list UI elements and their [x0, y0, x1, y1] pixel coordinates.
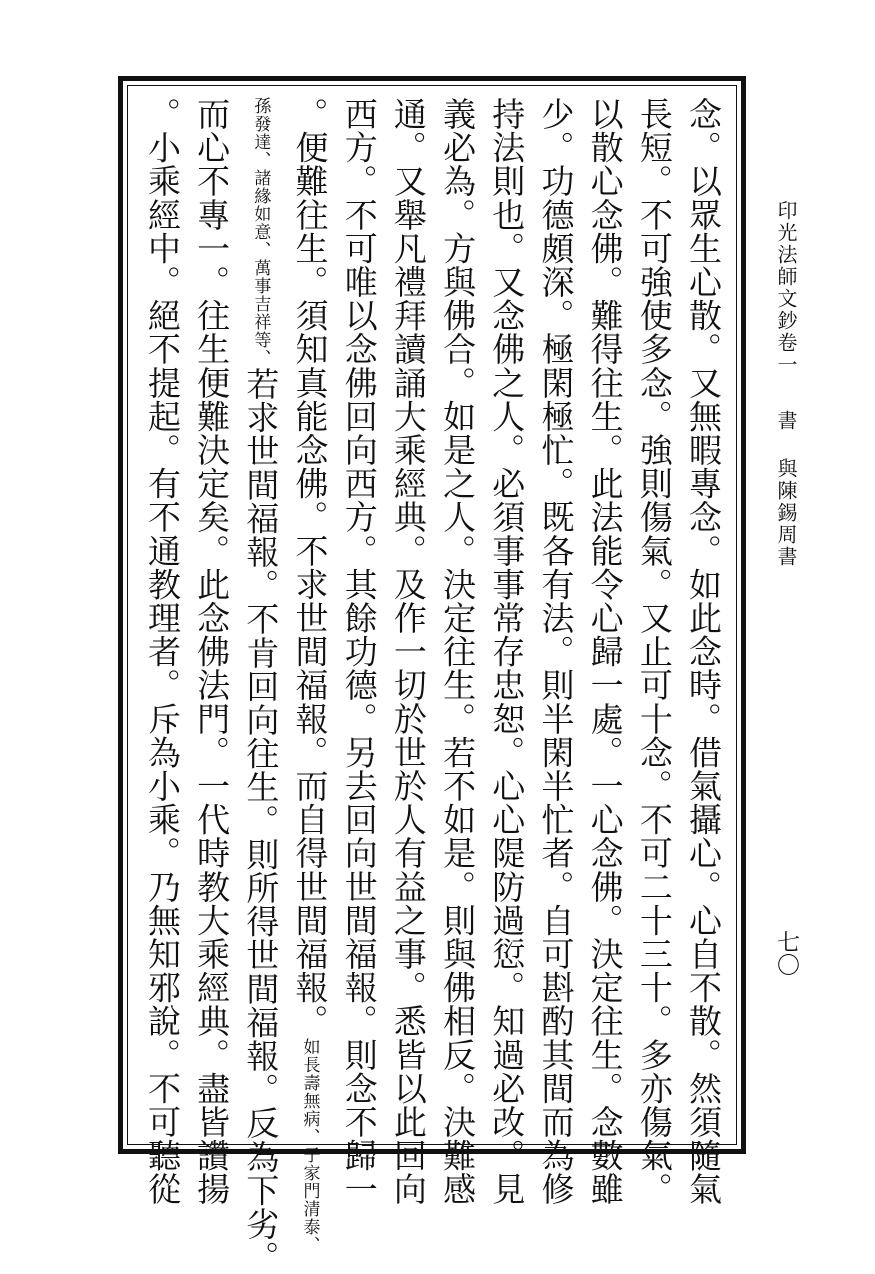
- running-header: [768, 200, 804, 568]
- column-text: 若求世間福報。不肯回向往生。則所得世間福報。反為下劣。: [241, 367, 281, 1274]
- book-title: 印光法師文鈔卷一: [774, 200, 798, 376]
- text-column: 通。又舉凡禮拜讀誦大乘經典。及作一切於世於人有益之事。悉皆以此回向: [388, 97, 428, 1206]
- note-text: 孫發達、諸緣如: [250, 97, 271, 223]
- text-column: 義必為。方與佛合。如是之人。決定往生。若不如是。則與佛相反。決難感: [438, 97, 478, 1206]
- main-text: [136, 97, 728, 1274]
- letter-title: 與陳錫周書: [774, 458, 798, 568]
- interlinear-note: [249, 97, 271, 367]
- note-text: 家門清泰、: [299, 1163, 320, 1254]
- text-column: 少。功德頗深。極閑極忙。既各有法。則半閑半忙者。自可斟酌其間而為修: [536, 97, 576, 1206]
- text-column: 。小乘經中。絕不提起。有不通教理者。斥為小乘。乃無知邪說。不可聽從: [142, 97, 182, 1206]
- text-column: [285, 97, 334, 1254]
- section-label: 書: [774, 410, 798, 432]
- column-text: 。便難往生。須知真能念佛。不求世間福報。而自得世間福報。: [290, 97, 330, 1038]
- text-column: 持法則也。又念佛之人。必須事事常存忠恕。心心隄防過愆。知過必改。見: [487, 97, 527, 1206]
- text-column: [236, 97, 285, 1274]
- text-column: 西方。不可唯以念佛回向西方。其餘功德。另去回向世間福報。則念不歸一: [339, 97, 379, 1206]
- page-number: 七〇: [773, 930, 799, 976]
- text-column: 以散心念佛。難得往生。此法能令心歸一處。一心念佛。決定往生。念數雖: [585, 97, 625, 1206]
- text-column: 念。以眾生心散。又無暇專念。如此念時。借氣攝心。心自不散。然須隨氣: [684, 97, 723, 1206]
- text-column: 而心不專一。往生便難決定矣。此念佛法門。一代時教大乘經典。盡皆讚揚: [192, 97, 232, 1206]
- text-column: 長短。不可強使多念。強則傷氣。又止可十念。不可二十三十。多亦傷氣。: [634, 97, 674, 1206]
- note-text: 意、萬事吉祥等、: [250, 223, 271, 367]
- note-text: 如長壽無病、子: [299, 1037, 320, 1164]
- interlinear-note: [299, 1038, 321, 1254]
